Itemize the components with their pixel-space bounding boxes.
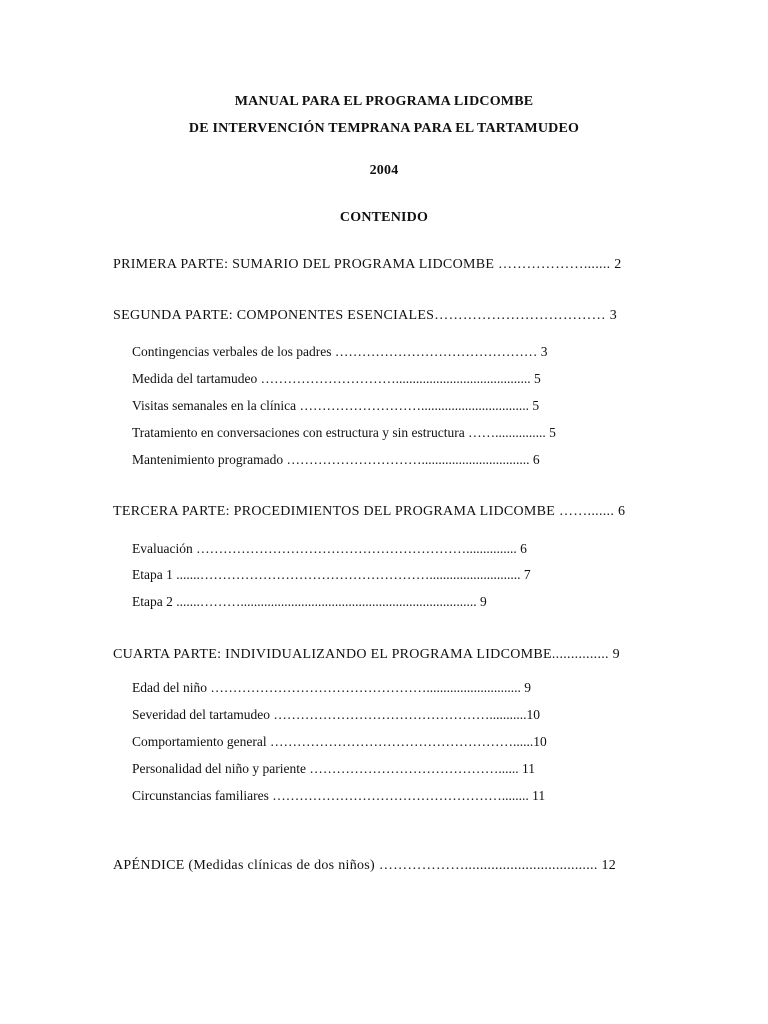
toc-entry-label: Contingencias verbales de los padres: [132, 344, 332, 359]
toc-entry-leader: …………………………........................................: [257, 371, 531, 386]
toc-subentry: [132, 370, 541, 388]
toc-entry-page: 3: [537, 344, 548, 359]
toc-entry-label: CUARTA PARTE: INDIVIDUALIZANDO EL PROGRAMA LIDCOMBE: [113, 647, 552, 662]
toc-subentry: [132, 679, 531, 697]
toc-entry-page: 3: [605, 308, 617, 323]
toc-entry-page: 5: [545, 425, 556, 440]
toc-entry-page: 10: [533, 734, 547, 749]
toc-entry-leader: ………………………………: [434, 308, 606, 323]
toc-entry-leader: ………………...................................: [375, 858, 598, 873]
toc-entry-page: 12: [597, 858, 617, 873]
toc-entry-label: Edad del niño: [132, 680, 207, 695]
toc-entry-label: Etapa 2: [132, 594, 173, 609]
toc-subentry: [132, 540, 527, 558]
toc-entry-page: 5: [529, 398, 540, 413]
toc-entry-page: 9: [520, 680, 531, 695]
document-title-line-2: DE INTERVENCIÓN TEMPRANA PARA EL TARTAMUDEO: [188, 121, 580, 136]
toc-entry-part4: [113, 646, 620, 664]
toc-entry-leader: ……...............: [464, 425, 546, 440]
toc-entry-label: Evaluación: [132, 541, 193, 556]
toc-entry-leader: ……………………………………………........: [268, 788, 529, 803]
toc-entry-appendix: [113, 857, 616, 875]
toc-entry-page: 2: [610, 257, 622, 272]
toc-entry-leader: …….......: [555, 504, 615, 519]
toc-subentry: [132, 787, 545, 805]
toc-entry-leader: …………………………………………............................: [206, 680, 521, 695]
toc-entry-part2: [113, 307, 617, 325]
toc-entry-leader: ……………………………………………………...............: [192, 541, 517, 556]
toc-subentry: [132, 593, 487, 611]
toc-entry-page: 6: [516, 541, 527, 556]
toc-subentry: [132, 424, 556, 442]
toc-entry-page: 7: [520, 567, 531, 582]
toc-subentry: [132, 733, 547, 751]
toc-entry-leader: ………………………................................: [296, 398, 530, 413]
toc-entry-leader: …………………………................................: [283, 452, 530, 467]
toc-entry-page: 11: [518, 761, 535, 776]
toc-entry-leader: ………………………………………: [331, 344, 538, 359]
toc-subentry: [132, 343, 547, 361]
toc-entry-label: Visitas semanales en la clínica: [132, 398, 297, 413]
toc-entry-label: Medida del tartamudeo: [132, 371, 258, 386]
toc-entry-label: Mantenimiento programado: [132, 452, 284, 467]
document-title-line-1: MANUAL PARA EL PROGRAMA LIDCOMBE: [234, 94, 534, 109]
toc-entry-label: APÉNDICE (Medidas clínicas de dos niños): [113, 858, 376, 873]
toc-entry-leader: ………………………………………………......: [266, 734, 534, 749]
toc-entry-label: SEGUNDA PARTE: COMPONENTES ESENCIALES: [113, 308, 435, 323]
toc-entry-leader: …………………………………………...........: [269, 707, 527, 722]
toc-entry-label: Tratamiento en conversaciones con estructura y sin estructura: [132, 425, 465, 440]
toc-entry-part1: [113, 256, 622, 274]
toc-entry-page: 6: [614, 504, 626, 519]
toc-subentry: [132, 566, 531, 584]
toc-entry-leader: .......……………………………………………...........................: [172, 567, 521, 582]
toc-entry-leader: ……………….......: [494, 257, 611, 272]
document-year: 2004: [369, 163, 399, 178]
toc-entry-leader: .......………......................................................................: [172, 594, 477, 609]
toc-subentry: [132, 760, 535, 778]
toc-entry-page: 11: [528, 788, 546, 803]
toc-entry-label: Comportamiento general: [132, 734, 267, 749]
toc-entry-label: Personalidad del niño y pariente: [132, 761, 306, 776]
toc-entry-label: PRIMERA PARTE: SUMARIO DEL PROGRAMA LIDCOMBE: [113, 257, 495, 272]
contents-heading: CONTENIDO: [339, 210, 429, 225]
toc-entry-label: Circunstancias familiares: [132, 788, 269, 803]
toc-entry-page: 9: [608, 647, 620, 662]
toc-entry-leader: ……………………………………......: [305, 761, 519, 776]
toc-subentry: [132, 397, 539, 415]
toc-entry-page: 9: [476, 594, 487, 609]
toc-entry-label: TERCERA PARTE: PROCEDIMIENTOS DEL PROGRAMA LIDCOMBE: [113, 504, 556, 519]
toc-entry-leader: ...............: [551, 647, 609, 662]
toc-entry-page: 10: [526, 707, 540, 722]
toc-subentry: [132, 706, 540, 724]
toc-entry-part3: [113, 503, 625, 521]
toc-entry-page: 6: [529, 452, 540, 467]
toc-entry-label: Severidad del tartamudeo: [132, 707, 270, 722]
toc-entry-page: 5: [530, 371, 541, 386]
toc-subentry: [132, 451, 540, 469]
toc-entry-label: Etapa 1: [132, 567, 173, 582]
